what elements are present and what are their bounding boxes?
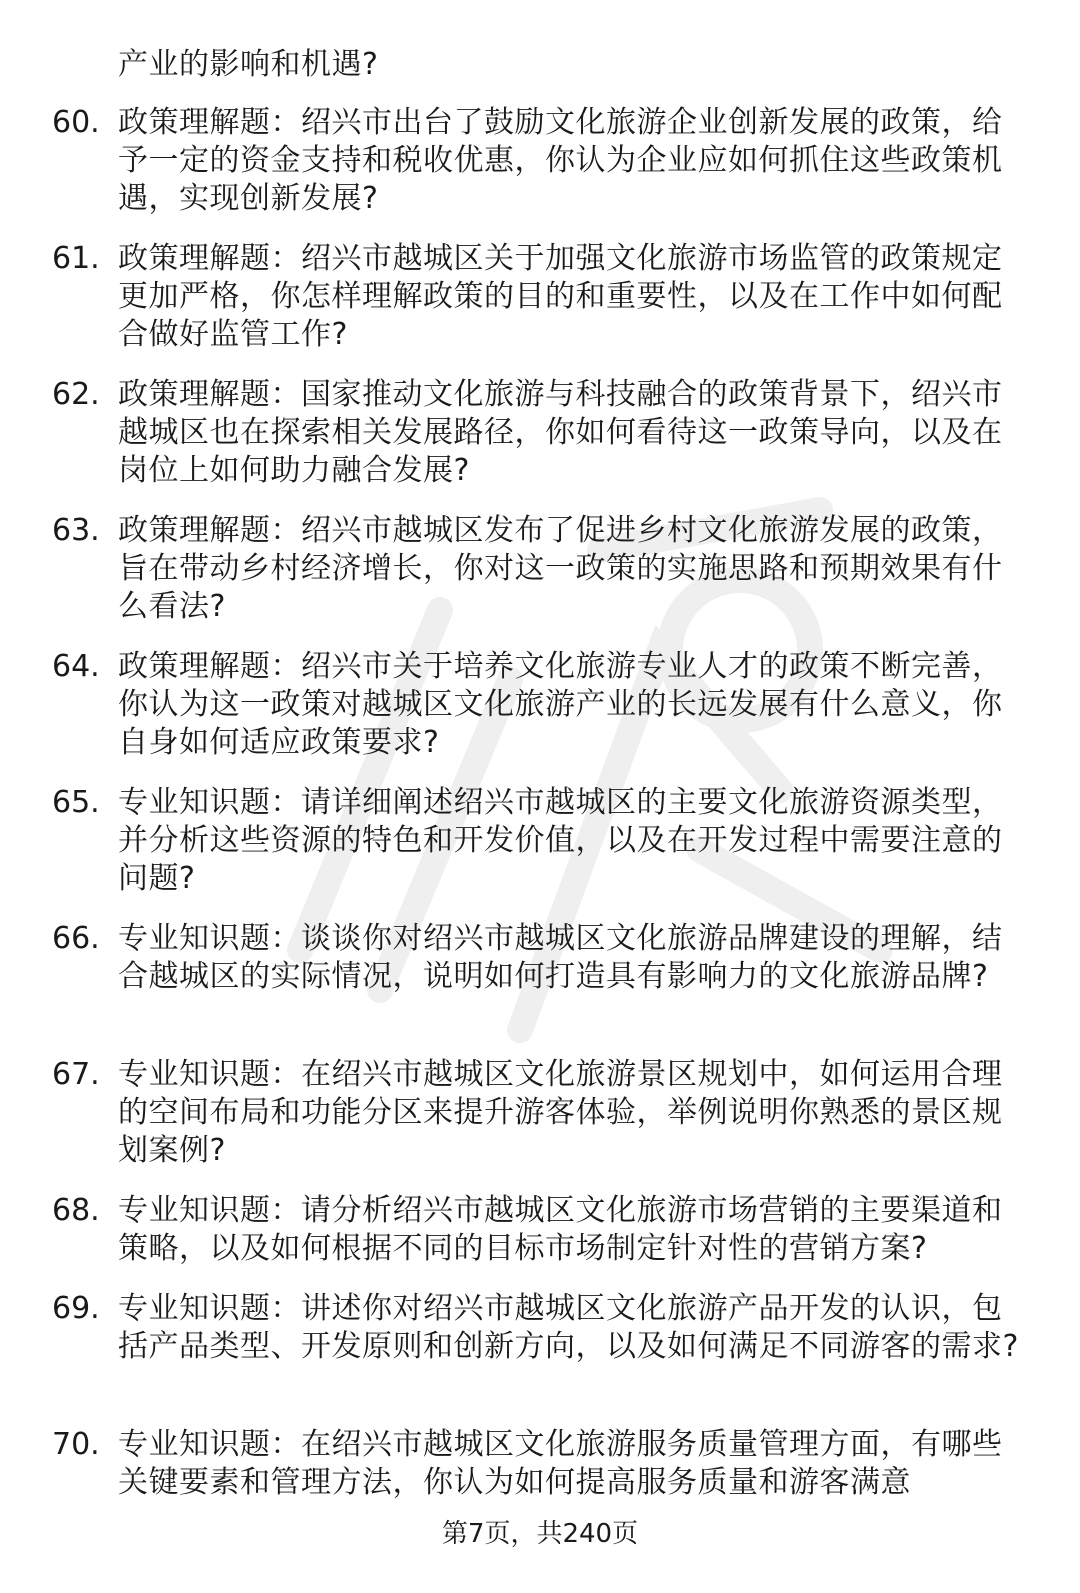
question-number: 62. [52,377,100,412]
question-item [0,512,1080,648]
question-number: 66. [52,921,100,956]
question-text: 政策理解题：绍兴市越城区发布了促进乡村文化旅游发展的政策，旨在带动乡村经济增长，你对这一政策的实施思路和预期效果有什么看法? [118,513,1003,624]
question-number: 64. [52,649,100,684]
question-number: 61. [52,241,100,276]
question-item [0,240,1080,376]
question-text: 专业知识题：请详细阐述绍兴市越城区的主要文化旅游资源类型，并分析这些资源的特色和开发价值，以及在开发过程中需要注意的问题? [118,785,1003,896]
question-text: 政策理解题：国家推动文化旅游与科技融合的政策背景下，绍兴市越城区也在探索相关发展路径，你如何看待这一政策导向，以及在岗位上如何助力融合发展? [118,377,1003,488]
question-item [0,784,1080,920]
question-number: 70. [52,1427,100,1462]
question-item [0,920,1080,1056]
question-number: 67. [52,1057,100,1092]
question-text: 专业知识题：请分析绍兴市越城区文化旅游市场营销的主要渠道和策略，以及如何根据不同的目标市场制定针对性的营销方案? [118,1193,1003,1266]
question-text: 政策理解题：绍兴市出台了鼓励文化旅游企业创新发展的政策，给予一定的资金支持和税收优惠，你认为企业应如何抓住这些政策机遇，实现创新发展? [118,105,1003,216]
page-footer: 第7页，共240页 [441,1519,639,1549]
question-item [0,1290,1080,1426]
question-text: 专业知识题：在绍兴市越城区文化旅游服务质量管理方面，有哪些关键要素和管理方法，你认为如何提高服务质量和游客满意 [118,1427,1003,1500]
question-text: 政策理解题：绍兴市关于培养文化旅游专业人才的政策不断完善，你认为这一政策对越城区文化旅游产业的长远发展有什么意义，你自身如何适应政策要求? [118,649,1003,760]
question-list [0,104,1080,1562]
question-number: 69. [52,1291,100,1326]
question-number: 65. [52,785,100,820]
question-item [0,648,1080,784]
question-item [0,1192,1080,1290]
question-number: 60. [52,105,100,140]
lead-text: 产业的影响和机遇? [118,47,379,82]
question-item [0,376,1080,512]
question-item [0,1056,1080,1192]
question-text: 专业知识题：讲述你对绍兴市越城区文化旅游产品开发的认识，包括产品类型、开发原则和创新方向，以及如何满足不同游客的需求? [118,1291,1019,1364]
question-text: 政策理解题：绍兴市越城区关于加强文化旅游市场监管的政策规定更加严格，你怎样理解政策的目的和重要性，以及在工作中如何配合做好监管工作? [118,241,1003,352]
question-number: 63. [52,513,100,548]
question-item [0,104,1080,240]
question-number: 68. [52,1193,100,1228]
question-text: 专业知识题：在绍兴市越城区文化旅游景区规划中，如何运用合理的空间布局和功能分区来提升游客体验，举例说明你熟悉的景区规划案例? [118,1057,1003,1168]
question-text: 专业知识题：谈谈你对绍兴市越城区文化旅游品牌建设的理解，结合越城区的实际情况，说明如何打造具有影响力的文化旅游品牌? [118,921,1003,994]
